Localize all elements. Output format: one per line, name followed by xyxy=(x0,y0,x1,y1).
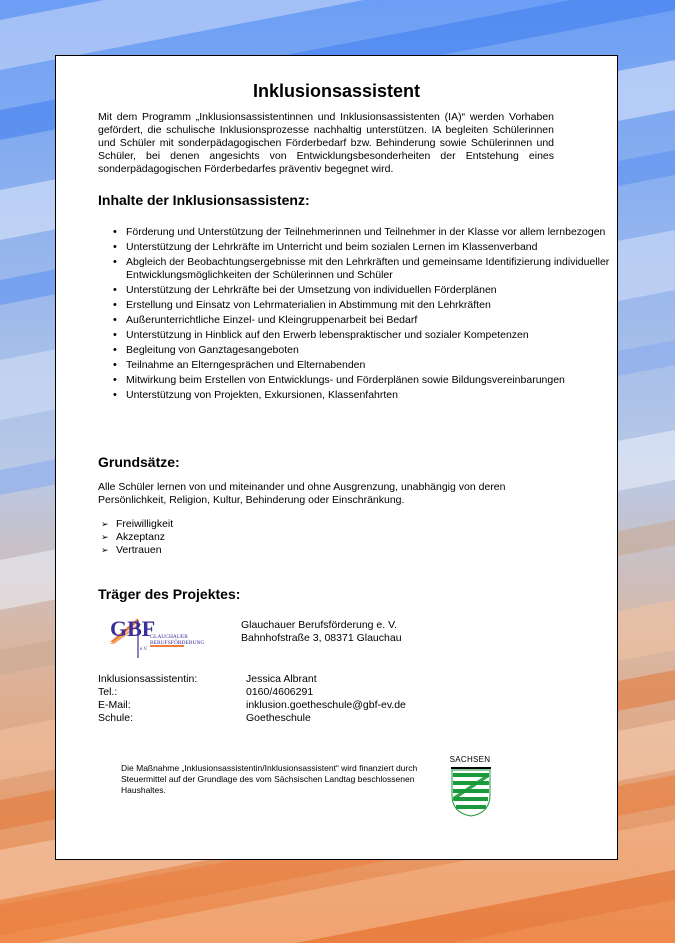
organization-block xyxy=(241,619,402,645)
list-item: ➢ Akzeptanz xyxy=(101,531,166,543)
list-item: ➢ Freiwilligkeit xyxy=(101,518,174,530)
arrow-bullet-icon: ➢ xyxy=(101,532,109,542)
document-page xyxy=(55,55,618,860)
contact-table xyxy=(98,673,406,725)
grundsaetze-text: Alle Schüler lernen von und miteinander und ohne Ausgrenzung, unabhängig von deren Persönlichkeit, Religion, Kultur, Behinderung oder Einschränkung. xyxy=(98,481,506,506)
logo-letters: GBF xyxy=(110,616,156,641)
list-item: • Förderung und Unterstützung der Teilnehmerinnen und Teilnehmer in der Klasse vor allem lernbezogen xyxy=(126,226,616,239)
funding-note: Die Maßnahme „Inklusionsassistentin/Inklusionsassistent“ wird finanziert durch Steuermittel auf der Grundlage des vom Sächsischen Landtag beschlossenen Haushaltes. xyxy=(121,763,418,795)
table-row xyxy=(98,712,406,725)
intro-paragraph: Mit dem Programm „Inklusionsassistentinnen und Inklusionsassistenten (IA)“ werden Vorhaben gefördert, die schulische Inklusionsprozesse nachhaltig unterstützen. IA begleiten Schülerinnen und Schüler mit sonderpädagogischen Förderbedarf bzw. Behinderung sowie Schülerinnen und Schüler, bei denen angesichts von Entwicklungsbesonderheiten der Entstehung eines sonderpädagogischen Förderbedarfes präventiv begegnet wird. xyxy=(98,111,554,175)
contact-value: 0160/4606291 xyxy=(246,686,314,698)
traeger-heading: Träger des Projektes: xyxy=(98,586,241,602)
logo-line1: GLAUCHAUER xyxy=(150,634,188,640)
list-item: • Teilnahme an Elterngesprächen und Elternabenden xyxy=(126,359,616,372)
contact-label: Inklusionsassistentin: xyxy=(98,673,198,685)
contact-value: Jessica Albrant xyxy=(246,673,317,685)
table-row xyxy=(98,686,406,699)
list-item: • Unterstützung der Lehrkräfte im Unterricht und beim sozialen Lernen im Klassenverband xyxy=(126,241,616,254)
logo-ev: e.V. xyxy=(140,647,148,652)
page-title: Inklusionsassistent xyxy=(252,81,421,101)
logo-line2: BERUFSFÖRDERUNG xyxy=(150,640,205,646)
contact-value: Goetheschule xyxy=(246,712,311,724)
list-item: • Unterstützung von Projekten, Exkursionen, Klassenfahrten xyxy=(126,389,616,402)
list-item: • Begleitung von Ganztagesangeboten xyxy=(126,344,616,357)
inhalte-heading: Inhalte der Inklusionsassistenz: xyxy=(98,192,310,208)
organization-address: Bahnhofstraße 3, 08371 Glauchau xyxy=(241,632,402,644)
contact-email[interactable]: inklusion.goetheschule@gbf-ev.de xyxy=(246,699,406,711)
table-row xyxy=(98,699,406,712)
arrow-bullet-icon: ➢ xyxy=(101,519,109,529)
list-item: • Erstellung und Einsatz von Lehrmaterialien in Abstimmung mit den Lehrkräften xyxy=(126,299,616,312)
list-item: • Außerunterrichtliche Einzel- und Kleingruppenarbeit bei Bedarf xyxy=(126,314,616,327)
inhalte-list xyxy=(98,226,616,404)
list-item: • Mitwirkung beim Erstellen von Entwicklungs- und Förderplänen sowie Bildungsvereinbarungen xyxy=(126,374,616,387)
organization-name: Glauchauer Berufsförderung e. V. xyxy=(241,619,398,631)
list-item: • Unterstützung in Hinblick auf den Erwerb lebenspraktischer und sozialer Kompetenzen xyxy=(126,329,616,342)
list-item: ➢ Vertrauen xyxy=(101,544,162,556)
list-item: • Unterstützung der Lehrkräfte bei der Umsetzung von individuellen Förderplänen xyxy=(126,284,616,297)
grundsaetze-list xyxy=(101,518,173,557)
contact-label: E-Mail: xyxy=(98,699,131,711)
table-row xyxy=(98,673,406,686)
sachsen-coat-of-arms-icon xyxy=(451,767,491,817)
gbf-logo xyxy=(108,614,205,660)
arrow-bullet-icon: ➢ xyxy=(101,545,109,555)
list-item: • Abgleich der Beobachtungsergebnisse mit den Lehrkräften und gemeinsame Identifizierung individueller Entwicklungsmöglichkeiten der Schülerinnen und Schüler xyxy=(126,256,616,282)
contact-label: Schule: xyxy=(98,712,134,724)
contact-label: Tel.: xyxy=(98,686,118,698)
grundsaetze-heading: Grundsätze: xyxy=(98,454,180,470)
sachsen-label: SACHSEN xyxy=(449,755,491,764)
